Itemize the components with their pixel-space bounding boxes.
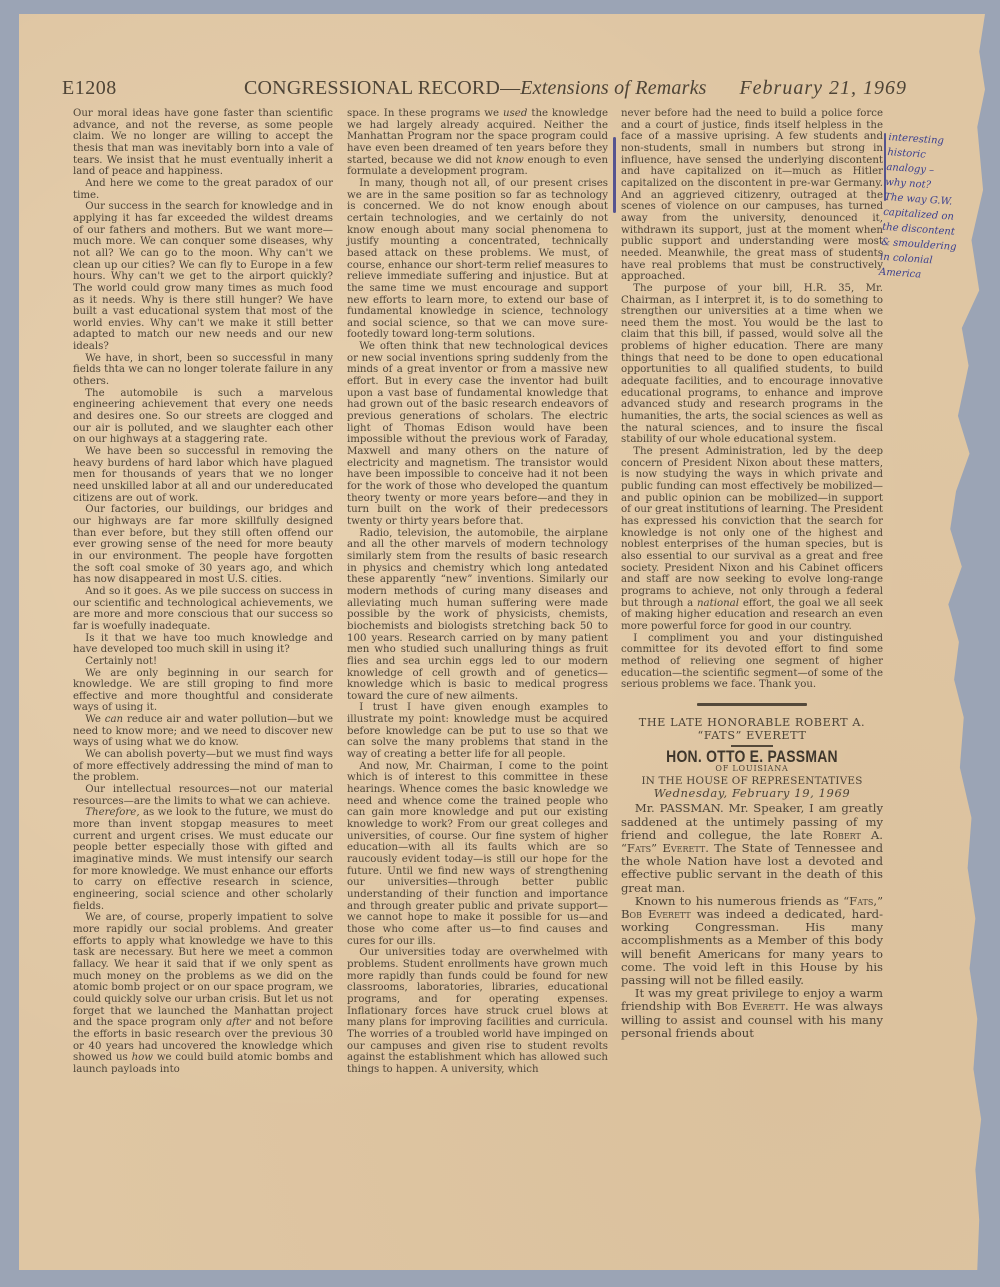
text: Known to his numerous friends as — [634, 893, 844, 908]
text: We are, of course, properly impatient to solve more rapidly our social problems. And greater efforts to apply what knowledge we have to this task are necessary. But here we meet a common fallacy. We hear it said that if we only spent as much money on the problems as we did on the atomic bomb project or on our space program, we could quickly solve our urban crisis. But let us not forget that we launched the Manhattan project and the space program only — [73, 912, 334, 1029]
ink-margin-mark — [613, 137, 616, 213]
paragraph: Is it that we have too much knowledge and have developed too much skill in using it? — [73, 632, 333, 656]
paragraph — [73, 714, 333, 749]
publication-title — [244, 77, 707, 100]
page-number: E1208 — [62, 77, 117, 99]
text: and not before the efforts in basic research over the previous 30 or 40 years had uncovered the knowledge which showed us — [73, 1017, 334, 1064]
column-3 — [621, 108, 883, 1040]
paragraph: We often think that new technological devices or new social inventions spring suddenly from the minds of a great inventor or from a massive new effort. But in every case the inventor had built upon a vast base of fundamental knowledge that had grown out of the basic research endeavors of previous generations of scholars. The electric light of Thomas Edison would have been impossible without the previous work of Faraday, Maxwell and many others on the nature of electricity and magnetism. The transistor would have been impossible to conceive had it not been for the work of those who developed the quantum theory twenty or more years before—and they in turn built on the work of their predecessors twenty or thirty years before that. — [347, 341, 608, 527]
passman-remarks — [621, 802, 883, 1040]
text: Mr. PASSMAN. Mr. Speaker, I am greatly saddened at the untimely passing of my friend and collegue, the late — [621, 801, 883, 842]
paragraph: And now, Mr. Chairman, I come to the point which is of interest to this committee in these hearings. Whence comes the basic knowledge we need and whence come the trained people who can gain more knowledge and put our existing knowledge to work? From our great colleges and universities, of course. Our fine system of higher education—with all its faults which are so raucously evident today—is still our hope for the future. Until we find new ways of strengthening our universities—through better public understanding of their function and importance and through greater public and private support—we cannot hope to make it possible for us—and those who come after us—to find causes and cures for our ills. — [347, 760, 608, 947]
running-head — [62, 77, 907, 101]
note-line: & smouldering — [880, 236, 957, 253]
issue-date: February 21, 1969 — [739, 77, 907, 99]
text: It was my great privilege to enjoy a warm friendship with — [621, 986, 883, 1014]
paragraph: We have, in short, been so successful in many fields thta we can no longer tolerate failure in any others. — [73, 352, 333, 388]
paragraph — [621, 446, 883, 633]
paragraph: I compliment you and your distinguished committee for its devoted effort to find some method of relieving one segment of higher education—the scientific segment—of some of the serious problems we face. Thank you. — [621, 632, 883, 691]
text: the knowledge we had largely already acquired. Neither the Manhattan Program nor the space program could have even been dreamed of ten years before they started, because we did not — [347, 108, 608, 166]
note-line: analogy – — [886, 161, 935, 177]
paragraph: We have been so successful in removing the heavy burdens of hard labor which have plagued men for thousands of years that we no longer need unskilled labor at all and our undereducated citizens are out of work. — [73, 446, 333, 504]
paragraph: Our intellectual resources—not our material resources—are the limits to what we can achieve. — [73, 784, 333, 807]
section-name: Extensions of Remarks — [520, 77, 707, 99]
handwritten-note — [879, 130, 989, 287]
section-title-line: THE LATE HONORABLE ROBERT A. — [638, 715, 866, 729]
paragraph: We are only beginning in our search for knowledge. We are still groping to find more effective and more thoughtful and considerate ways of using it. — [73, 667, 333, 714]
section-title-line: “FATS” EVERETT — [697, 728, 807, 742]
note-line: why not? — [884, 176, 932, 192]
emphasis: Therefore, — [85, 807, 140, 819]
small-caps-name: “Fats,” Bob Everett — [621, 893, 883, 922]
paragraph: I trust I have given enough examples to illustrate my point: knowledge must be acquired before knowledge can be put to use so that we can solve the many problems that stand in the way of creating a better life for all people. — [347, 702, 608, 761]
paragraph: Our success in the search for knowledge and in applying it has far exceeded the wildest dreams of our fathers and mothers. But we want more—much more. We can conquer some diseases, why not all? We can go to the moon. Why can't we clean up our cities? We can fly to Europe in a few hours. Why can't we get to the airport quickly? The world could grow many times as much food as it needs. Why is there still hunger? We have built a vast educational system that most of the world envies. Why can't we make it still better adapted to match our new needs and our new ideals? — [73, 201, 333, 353]
publication-name: CONGRESSIONAL RECORD — [244, 77, 501, 99]
chamber: IN THE HOUSE OF REPRESENTATIVES — [641, 775, 863, 788]
note-line: America — [878, 266, 922, 281]
emphasis: can — [104, 714, 124, 726]
small-caps-name: Robert A. “Fats” Everett — [621, 827, 883, 856]
paragraph — [73, 912, 333, 1075]
paragraph: Our factories, our buildings, our bridges and our highways are far more skillfully designed than ever before, but they still often offend our ever growing sense of the need for more beauty in our environment. The people have forgotten the soft coal smoke of 30 years ago, and which has now disappeared in most U.S. cities. — [73, 504, 333, 586]
paragraph — [73, 807, 333, 912]
paragraph: And here we come to the great paradox of our time. — [73, 177, 333, 201]
speaker-state: OF LOUISIANA — [715, 764, 789, 774]
text: . He was always willing to assist and counsel with his many personal friends about — [621, 999, 883, 1040]
emphasis: after — [226, 1017, 251, 1029]
text: The present Administration, led by the deep concern of President Nixon about these matters, is now studying the ways in which private and public funding can most effectively be mobilized—and public opinion can be mobilized—in support of our great institutions of learning. The President has expressed his conviction that the search for knowledge is not only one of the highest and noblest enterprises of the human species, but is also essential to our survival as a great and free society. President Nixon and his Cabinet officers and staff are now seeking to evolve long-range programs to achieve, not only through a federal but through a — [621, 446, 883, 609]
paragraph — [621, 895, 883, 987]
note-line: in colonial — [879, 251, 933, 267]
emphasis: national — [697, 597, 740, 609]
text: as we look to the future, we must do more than invent stopgap measures to meet current and urgent crises. We must educate our people better especially those with gifted and imaginative minds. We must intensify our search for more knowledge. We must enhance our efforts to carry on effective research in science, engineering, social science and other scholarly fields. — [73, 807, 333, 912]
emphasis: how — [131, 1052, 154, 1064]
speaker-name: HON. OTTO E. PASSMAN — [666, 746, 838, 766]
paragraph: never before had the need to build a police force and a court of justice, finds itself helpless in the face of a massive uprising. A few students and non-students, small in numbers but strong in influence, have sensed the underlying discontent and have capitalized on it—much as Hitler capitalized on the discontent in pre-war Germany. And an aggrieved citizenry, outraged at the scenes of violence on our campuses, has turned away from the university, denounced it, withdrawn its support, just at the moment when public support and understanding were most needed. Meanwhile, the great mass of students have real problems that must be constructively approached. — [621, 108, 883, 283]
paragraph: Our universities today are overwhelmed with problems. Student enrollments have grown much more rapidly than funds could be found for new classrooms, laboratories, libraries, educational programs, and for operating expenses. Inflationary forces have struck cruel blows at many plans for improving facilities and curricula. The worries of a troubled world have impinged on our campuses and given rise to student revolts against the establishment which has allowed such things to happen. A university, which — [347, 947, 608, 1075]
paragraph — [621, 987, 883, 1040]
paragraph: The purpose of your bill, H.R. 35, Mr. Chairman, as I interpret it, is to do something to strengthen our universities at a time when we need them the most. You would be the last to claim that this bill, if passed, would solve all the problems of higher education. There are many things that need to be done to open educational opportunities to all qualified students, to build adequate facilities, and to encourage innovative educational programs, to enhance and improve advanced study and research programs in the humanities, the arts, the social sciences as well as the natural sciences, and to insure the fiscal stability of our whole educational system. — [621, 282, 883, 446]
paragraph — [621, 802, 883, 894]
small-caps-name: Bob Everett — [716, 999, 785, 1014]
paragraph: The automobile is such a marvelous engineering achievement that every one needs and desires one. So our streets are clogged and our air is polluted, and we slaughter each other on our highways at a staggering rate. — [73, 387, 333, 446]
column-2 — [347, 108, 608, 1075]
note-line: the discontent — [881, 221, 956, 238]
paragraph — [347, 108, 608, 178]
title-dash: — — [500, 77, 521, 99]
paragraph: Radio, television, the automobile, the airplane and all the other marvels of modern technology similarly stem from the results of basic research in physics and chemistry which long antedated these apparently “new” inventions. Similarly our modern methods of curing many diseases and alleviating much human suffering were made possible by the work of physicists, chemists, biochemists and biologists stretching back 50 to 100 years. Research carried on by many patient men who studied such unalluring things as fruit flies and sea urchin eggs led to our modern knowledge of cell growth and of genetics—knowledge which is basic to medical progress toward the cure of new ailments. — [347, 527, 608, 702]
emphasis: used — [503, 108, 528, 119]
note-line: historic — [887, 146, 927, 161]
text: We — [85, 714, 105, 726]
note-line: interesting — [888, 131, 945, 147]
text: we could build atomic bombs and launch payloads into — [73, 1052, 334, 1075]
section-divider — [697, 703, 807, 706]
text: reduce air and water pollution—but we need to know more; and we need to discover new ways of using what we do know. — [73, 714, 333, 749]
column-1 — [73, 108, 333, 1075]
paragraph: In many, though not all, of our present crises we are in the same position so far as technology is concerned. We do not know enough about certain technologies, and we certainly do not know enough about many social phenomena to justify mounting a concentrated, technically based attack on these problems. We must, of course, enhance our short-term relief measures to relieve immediate suffering and injustice. But at the same time we must encourage and support new efforts to learn more, to extend our base of fundamental knowledge in science, technology and social science, so that we can move sure-footedly toward long-term solutions. — [347, 177, 608, 341]
text: . The State of Tennessee and the whole Nation have lost a devoted and effective public servant in the death of this great man. — [621, 841, 883, 895]
section-title — [621, 716, 883, 742]
text: was indeed a dedicated, hard-working Congressman. His many accomplishments as a Member of this body will benefit Americans for many years to come. The void left in this House by his passing will not be filled easily. — [621, 907, 883, 988]
emphasis: know — [496, 154, 524, 166]
paragraph: Our moral ideas have gone faster than scientific advance, and not the reverse, as some people claim. We no longer are willing to accept the thesis that man was inevitably born into a vale of tears. We insist that he must eventually inherit a land of peace and happiness. — [73, 108, 333, 178]
paragraph: We can abolish poverty—but we must find ways of more effectively addressing the mind of man to the problem. — [73, 749, 333, 784]
paragraph: Certainly not! — [85, 655, 158, 667]
paragraph: And so it goes. As we pile success on success in our scientific and technological achievements, we are more and more conscious that our success so far is woefully inadequate. — [73, 585, 333, 632]
text: effort, the goal we all seek of making higher education and research an even more powerful force for good in our country. — [621, 597, 883, 632]
note-line: The way G.W. — [883, 191, 953, 208]
text: space. In these programs we — [347, 108, 503, 119]
note-line: capitalized on — [882, 206, 955, 223]
speech-date: Wednesday, February 19, 1969 — [653, 785, 851, 800]
text: enough to even formulate a development program. — [347, 154, 609, 178]
